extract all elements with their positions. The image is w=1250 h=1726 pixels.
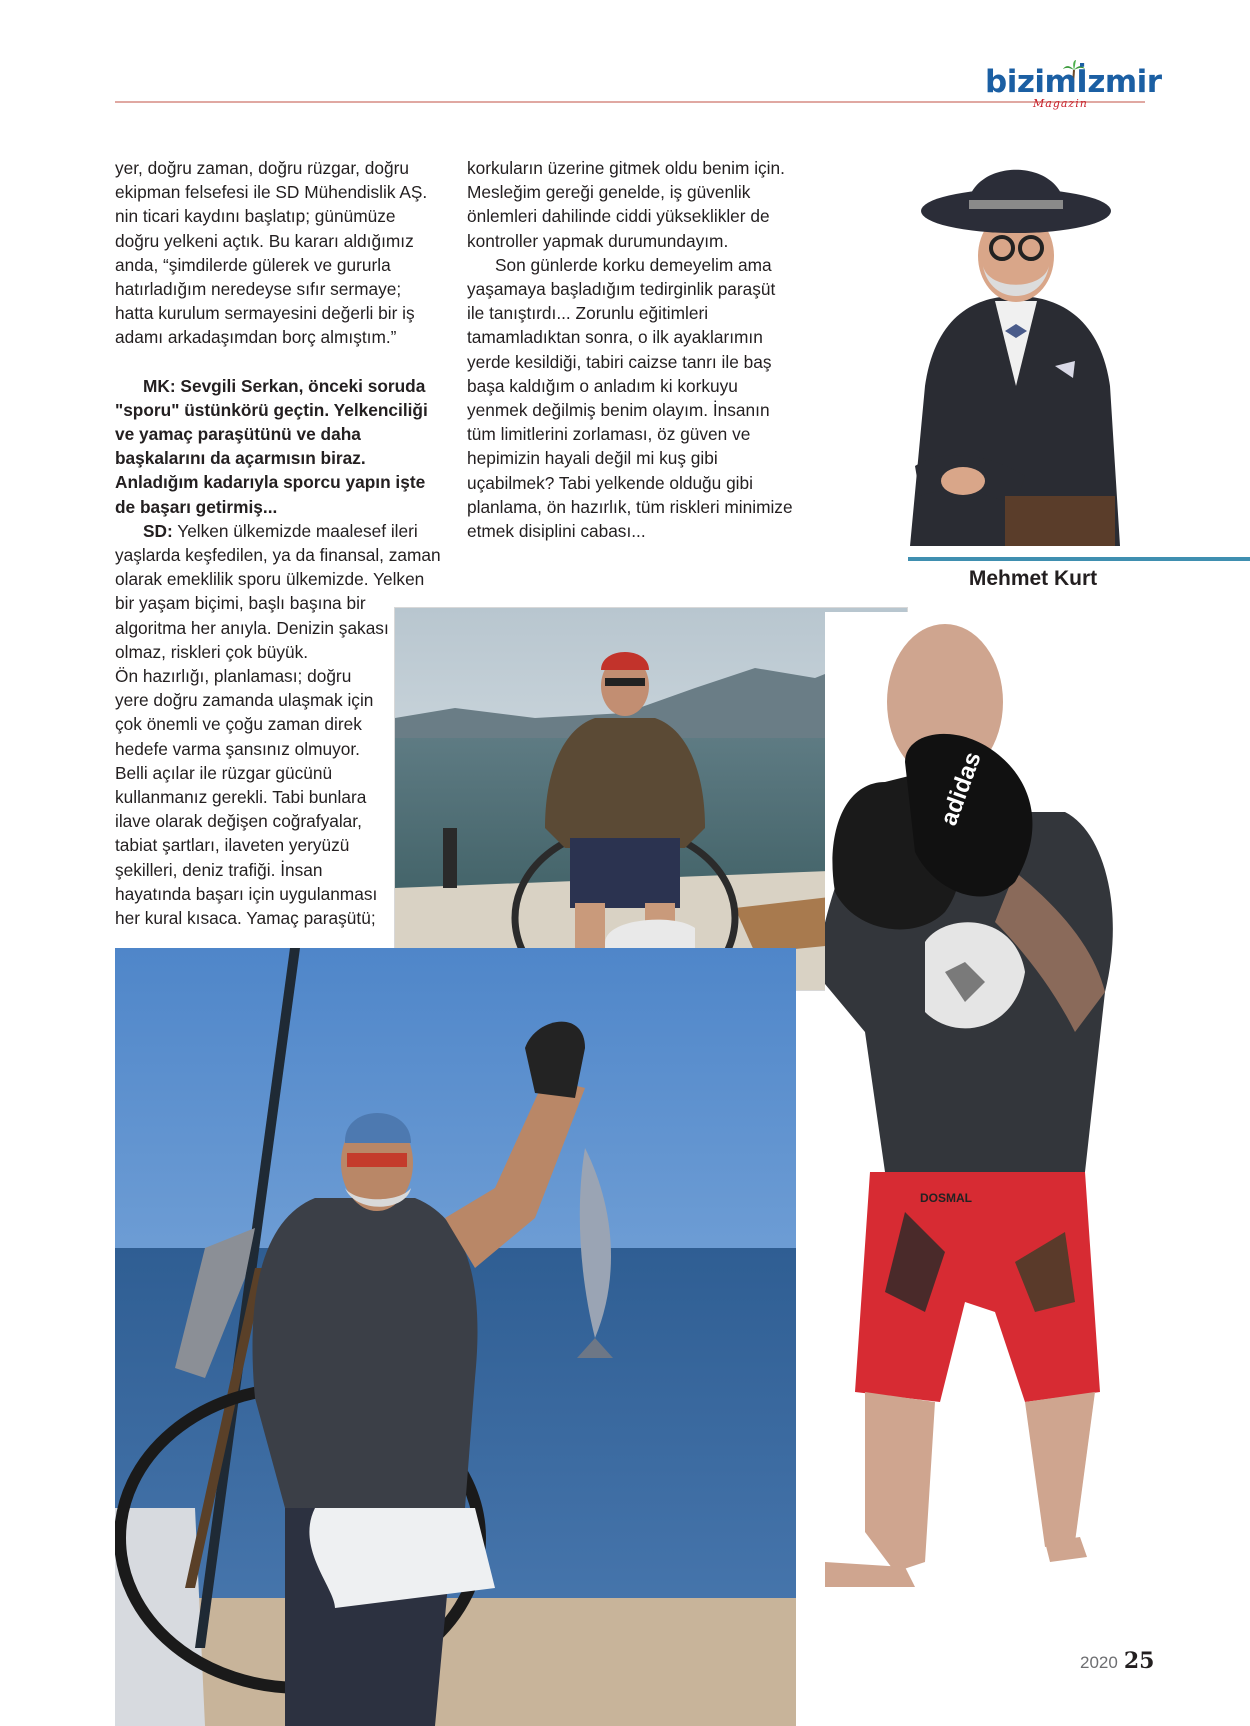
caption-rule [908,557,1250,561]
text-column-1 [115,156,441,930]
portrait-caption: Mehmet Kurt [968,567,1098,590]
boxer-photo [825,612,1155,1620]
glove-label: adidas [935,748,987,830]
shorts-label: DOSMAL [920,1191,972,1205]
interview-question: MK: Sevgili Serkan, önceki soruda "sporu" üstünkörü geçtin. Yelkenciliği ve yamaç paraşütünü ve daha başkalarını da açarmısın biraz. Anladığım kadarıyla sporcu yapın işte de başarı getirmiş... [115,375,428,517]
text-column-2 [467,156,795,543]
paragraph-paraglide: Son günlerde korku demeyelim ama yaşamaya başladığım tedirginlik paraşüt ile tanıştırdı... Zorunlu eğitimleri tamamladıktan sonra, o ilk ayaklarımın yerde kesildiği, tabiri caizse tanrı ile baş başa kaldığım o anladım ki korkuyu yenmek değilmiş benim olayım. İnsanın tüm limitlerini zorlaması, öz güven ve hepimizin hayali değil mi kuş gibi uçabilmek? Tabi yelkende olduğu gibi planlama, ön hazırlık, tüm riskleri minimize etmek disiplini cabası... [467,254,793,542]
magazine-logo [985,60,1162,110]
footer-year: 2020 [1080,1653,1118,1672]
fishing-photo [115,948,796,1726]
interview-answer [115,519,441,664]
paragraph-intro: yer, doğru zaman, doğru rüzgar, doğru ekipman felsefesi ile SD Mühendislik AŞ. nin ticari kaydını başlatıp; günümüze doğru yelkeni açtık. Bu kararı aldığımız anda, “şimdilerde gülerek ve gururla hatırladığım neredeyse sıfır sermaye; hatta kurulum sermayesini değerli bir iş adamı arkadaşımdan borç almıştım.” [115,158,428,348]
page-number: 25 [1123,1648,1155,1674]
paragraph-fears: korkuların üzerine gitmek oldu benim için. Mesleğim gereği genelde, iş güvenlik önlemleri dahilinde ciddi yükseklikler de kontroller yapmak durumundayım. [467,158,785,251]
answer-text-b: Ön hazırlığı, planlaması; doğru yere doğru zamanda ulaşmak için çok önemli ve çoğu zaman direk hedefe varma şansınız olmuyor. Belli açılar ile rüzgar gücünü kullanmanız gerekli. Tabi bunlara ilave olarak değişen coğrafyalar, tabiat şartları, ilaveten yeryüzü şekilleri, deniz trafiği. İnsan hayatında başarı için uygulanması her kural kısaca. Yamaç paraşütü; [115,666,378,929]
logo-sub: Magazin [1033,97,1088,110]
portrait-photo [905,156,1127,546]
page-footer [1080,1648,1154,1674]
answer-text-a: Yelken ülkemizde maalesef ileri yaşlarda keşfedilen, ya da finansal, zaman olarak emeklilik sporu ülkemizde. Yelken bir yaşam biçimi, başlı başına bir algoritma her anıyla. Denizin şakası olmaz, riskleri çok büyük. [115,520,441,662]
logo-main: bizimİzmir [985,64,1162,100]
answer-label: SD: [143,520,173,541]
